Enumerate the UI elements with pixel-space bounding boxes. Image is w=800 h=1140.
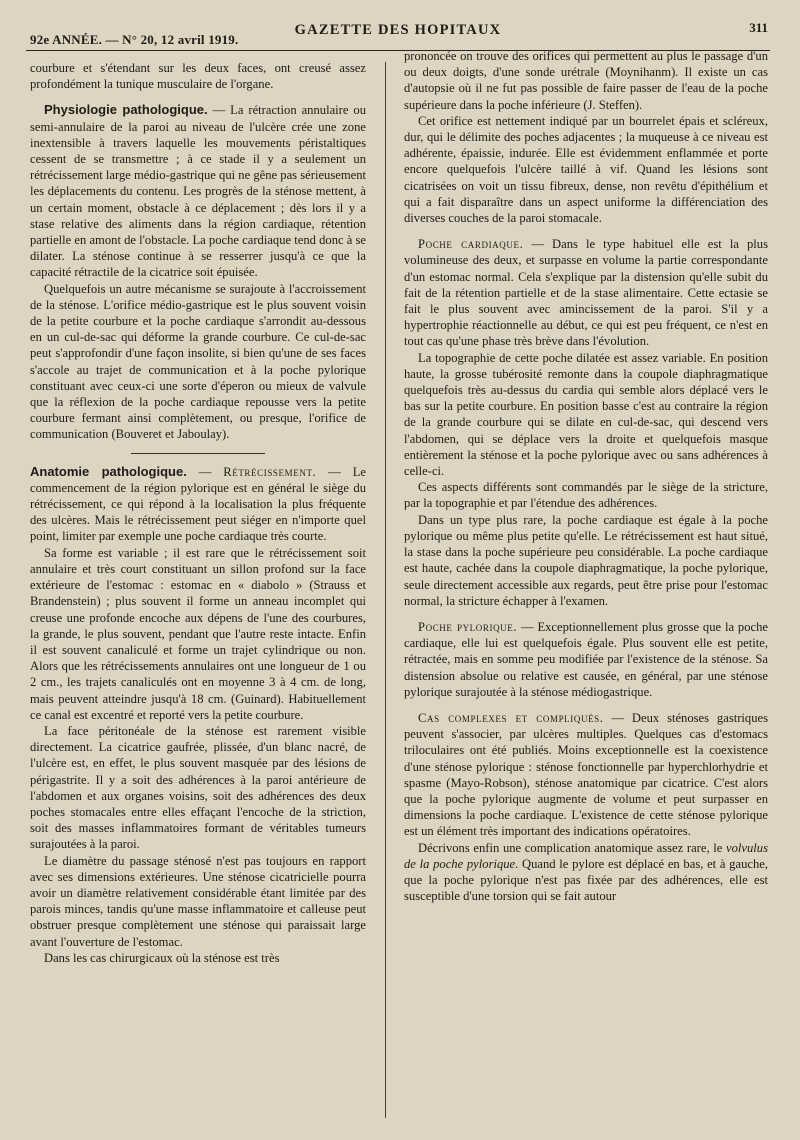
right-paragraph-1: prononcée on trouve des orifices qui permettent au plus le passage d'un ou deux doigts, d'une sonde urétrale (Moynihanm). Il existe un cas d'autopsie où il ne fut pas possible de faire passer de l'eau de la poche supérieure dans la poche inférieure (J. Steffen). xyxy=(404,49,768,112)
anatomy-paragraph: Anatomie pathologique. — Rétrécissement. — Le commencement de la région pylorique est en général le siège du rétrécissement, ce qui répond à la localisation la plus fréquente des ulcères. Mais le rétrécissement peut siéger en n'importe quel point, limiter par exemple une poche cardiaque très courte. xyxy=(30,463,366,544)
complex-paragraph xyxy=(404,710,768,840)
complex-text: — Deux sténoses gastriques peuvent s'associer, par ulcères multiples. Quelques cas d'estomacs triloculaires ont été publiés. Moins exceptionnelle est la coexistence d'une sténose pylorique : sténose fonctionnelle par hyperchlorhydrie et spasme (Mayo-Robson), sténose anatomique par cicatrice. C'est alors que la poche pylorique augmente de volume et peut surpasser en dimensions la poche cardiaque. L'existence de cette sténose pylorique est un élément très important des indications opératoires. xyxy=(404,710,768,839)
cardiac-paragraph-3: Ces aspects différents sont commandés par le siège de la stricture, par la topographie et par l'étendue des adhérences. xyxy=(404,480,768,511)
section-separator xyxy=(131,453,265,454)
complex-paragraph-2 xyxy=(404,840,768,905)
intro-paragraph: courbure et s'étendant sur les deux faces, ont creusé assez profondément la tunique musculaire de l'organe. xyxy=(30,61,366,92)
subheading-complex-cases: Cas complexes et compliqués. xyxy=(418,710,604,725)
anatomy-paragraph-3: La face péritonéale de la sténose est rarement visible directement. La cicatrice gaufrée, plissée, d'un blanc nacré, de l'ulcère est, en effet, le plus souvent masquée par des lésions de périgastrite. Il y a soit des adhérences à la paroi antérieure de l'abdomen et aux organes voisins, soit des adhérences des deux poches stomacales entre elles effaçant l'encoche de la striction, soit des masses inflammatoires formant de véritables tumeurs surajoutées à la paroi. xyxy=(30,723,366,852)
physiology-text: — La rétraction annulaire ou semi-annulaire de la paroi au niveau de l'ulcère crée une zone inextensible à travers laquelle les mouvements péristaltiques cessent de se transmettre ; à ce stade il y a seulement un rétrécissement large médio-gastrique qui ne gêne pas sérieusement les déplacements du contenu. Les progrès de la sténose mettent, à un certain moment, obstacle à ce déplacement ; dès lors il y a stase relative des aliments dans la région cardiaque, rétention partielle en amont de l'obstacle. La poche cardiaque tend donc à se dilater. La sténose continue à se resserrer jusqu'à ce que la capacité rétractile de la cicatrice soit épuisée. xyxy=(30,103,366,280)
complex-text-2a: Décrivons enfin une complication anatomique assez rare, le xyxy=(418,840,727,855)
volvulus-term: volvulus de la poche pylorique xyxy=(404,840,768,871)
left-column xyxy=(30,60,366,1128)
pyloric-paragraph xyxy=(404,619,768,700)
cardiac-paragraph xyxy=(404,236,768,349)
right-column xyxy=(404,48,768,1128)
anatomy-paragraph-2: Sa forme est variable ; il est rare que le rétrécissement soit annulaire et très court constituant un sillon profond sur la face extérieure de l'estomac : estomac en « diabolo » (Strauss et Brandenstein) ; plus souvent il forme un anneau incomplet qui creuse une profonde encoche aux dépens de l'une des courbures, la grande, le plus souvent, pendant que l'autre reste intacte. Enfin il est souvent canaliculé et forme un trajet cylindrique ou non. Alors que les rétrécissements annulaires ont une longueur de 1 ou 2 cm., les trajets canaliculés ont en moyenne 3 à 4 cm. de long, mais peuvent atteindre jusqu'à 18 cm. (Guinard). Habituellement ce canal est excentré et reporté vers la petite courbure. xyxy=(30,545,366,722)
page-number: 311 xyxy=(749,20,768,35)
cardiac-paragraph-4: Dans un type plus rare, la poche cardiaque est égale à la poche pylorique ou même plus petite qu'elle. Le rétrécissement est haut situé, la stase dans la poche supérieure peu considérable. La poche cardiaque est haute, cachée dans la coupole diaphragmatique, la poche pylorique, seule directement accessible aux regards, peut être prise pour l'estomac normal, la stricture échapper à l'examen. xyxy=(404,512,768,608)
anatomy-text: — Le commencement de la région pylorique est en général le siège du rétrécissement, ce qui répond à la localisation la plus fréquente des ulcères. Mais le rétrécissement peut siéger en n'importe quel point, limiter par exemple une poche cardiaque très courte. xyxy=(30,464,366,544)
cardiac-paragraph-2: La topographie de cette poche dilatée est assez variable. En position haute, la grosse tubérosité remonte dans la coupole diaphragmatique quelquefois très au-dessus du cardia qui semble alors déplacé vers le bas sur la petite courbure. En position basse c'est au contraire la région de la grande courbure qui se dilate en cul-de-sac, qui descend vers l'abdomen, qui se déplace vers la droite et quelquefois masque entièrement la sténose et la poche pylorique avec ou sans adhérences à celle-ci. xyxy=(404,350,768,479)
anatomy-paragraph-4: Le diamètre du passage sténosé n'est pas toujours en rapport avec ses dimensions extérieures. Une sténose cicatricielle pourra avoir un diamètre relativement considérable étant limitée par des parois minces, tandis qu'une masse inflammatoire et calleuse peut obstruer presque complètement une sténose qui paraissait large avant l'ouverture de l'estomac. xyxy=(30,853,366,949)
subheading-stenosis: Rétrécissement. xyxy=(223,464,317,479)
column-divider xyxy=(385,62,386,1118)
section-heading-anatomy: Anatomie pathologique. xyxy=(30,463,187,479)
complex-text-2b: . Quand le pylore est déplacé en bas, et à gauche, que la poche pylorique n'est pas fixée par des adhérences, elle est susceptible d'une torsion qui se fait autour xyxy=(404,856,768,904)
journal-title: GAZETTE DES HOPITAUX xyxy=(294,22,502,38)
issue-line: 92e ANNÉE. — N° 20, 12 avril 1919. xyxy=(30,32,239,47)
cardiac-text: — Dans le type habituel elle est la plus volumineuse des deux, et surpasse en volume la partie correspondante d'un estomac normal. Cela s'explique par la distension qu'elle subit du fait de la rétention partielle et de la stase alimentaire. Cette ectasie se fait le plus souvent avec amincissement de la paroi. S'il y a hypertrophie réactionnelle au début, ce qui est peu fréquent, ce n'est en tout cas qu'une phase très brève dans l'évolution. xyxy=(404,237,768,349)
pyloric-text: — Exceptionnellement plus grosse que la poche cardiaque, elle lui est quelquefois égale. Plus souvent elle est petite, rétractée, mais en somme peu modifiée par l'existence de la sténose. Sa distension absolue ou relative est causée, en général, par une sténose pylorique surajoutée à la sténose médiogastrique. xyxy=(404,619,768,699)
anatomy-paragraph-5: Dans les cas chirurgicaux où la sténose est très xyxy=(44,950,280,965)
right-paragraph-2: Cet orifice est nettement indiqué par un bourrelet épais et scléreux, dur, qui le délimite des poches adjacentes ; la muqueuse à ce niveau est adhérente, épaissie, indurée. Elle est évidemment enflammée et porte encore quelquefois l'ulcère taillé à vif. Quand les lésions sont cicatrisées on voit un tissu fibreux, dense, non revêtu d'épithélium et qui a fait disparaître dans un aspect uniforme la différenciation des diverses couches de la paroi stomacale. xyxy=(404,113,768,226)
physiology-paragraph xyxy=(30,102,366,280)
subheading-pyloric-pouch: Poche pylorique. xyxy=(418,619,518,634)
subheading-cardiac-pouch: Poche cardiaque. xyxy=(418,237,524,252)
section-heading-physiology: Physiologie pathologique. xyxy=(44,102,208,118)
physiology-paragraph-2: Quelquefois un autre mécanisme se surajoute à l'accroissement de la sténose. L'orifice médio-gastrique est le plus souvent voisin de la petite courbure et la poche cardiaque s'arrondit au-dessous en un cul-de-sac qui déforme la grande courbure. Ce cul-de-sac peut s'approfondir d'une façon insolite, si bien qu'une de ses faces s'accole au trajet de communication et à la poche pylorique constituant avec ceux-ci une sorte d'éperon ou mieux de valvule que la réflexion de la poche cardiaque repousse vers la petite courbure fermant ainsi complètement, ou presque, l'orifice de communication (Bouveret et Jaboulay). xyxy=(30,281,366,442)
